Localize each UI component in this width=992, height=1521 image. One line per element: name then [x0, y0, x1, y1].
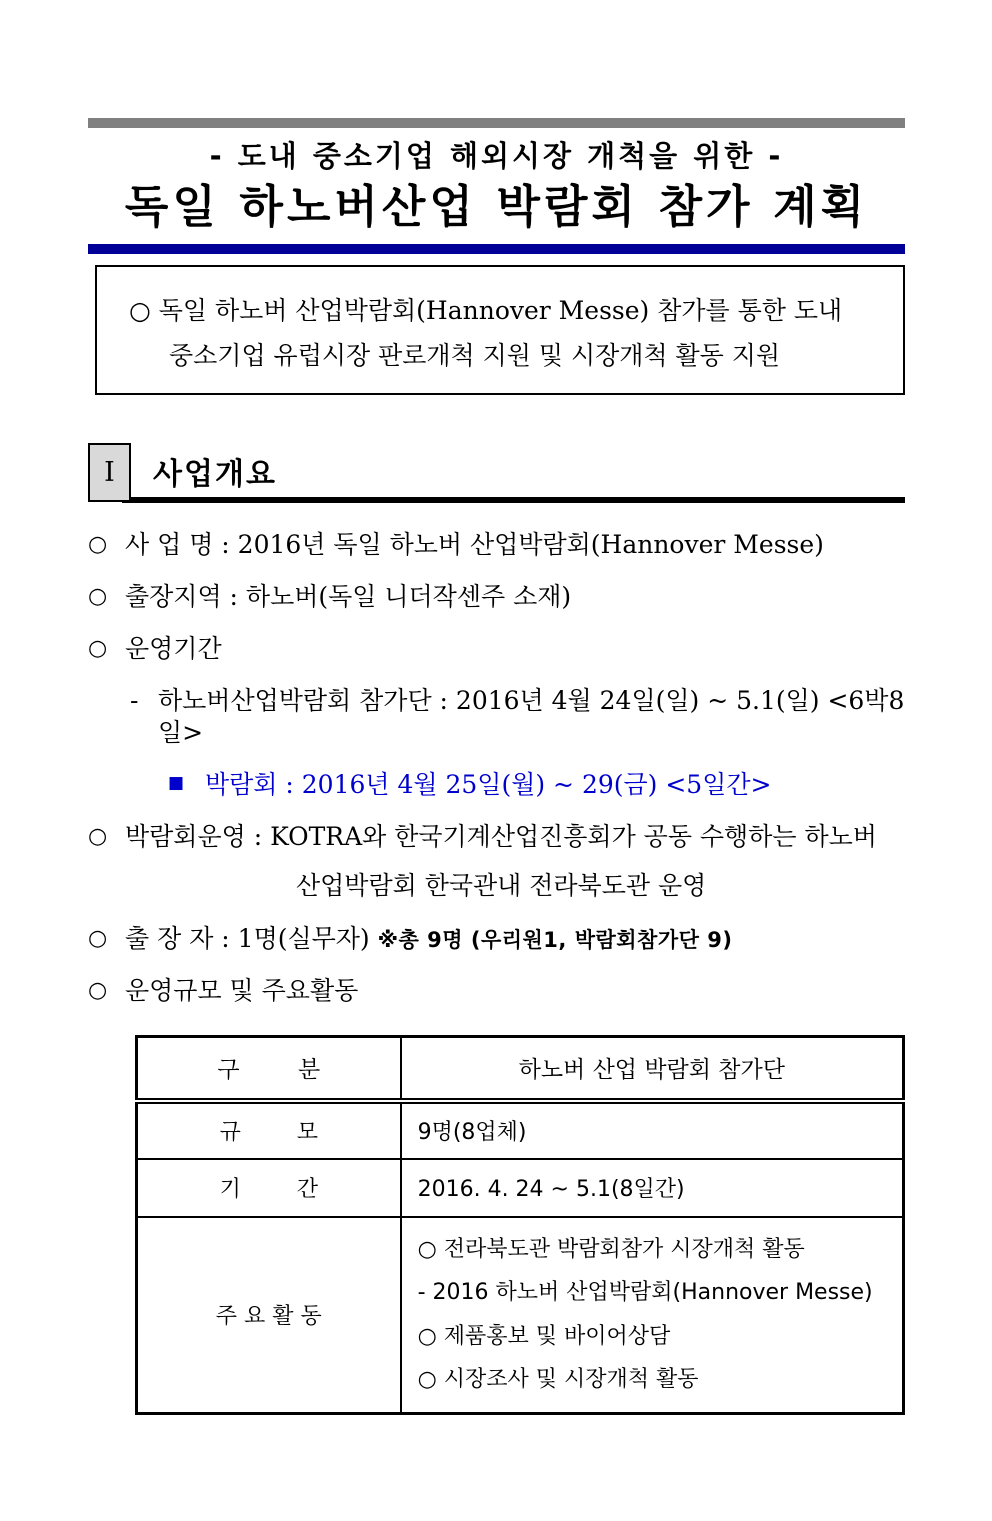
circle-marker-icon: ○ [88, 925, 108, 951]
table-row-period [137, 1159, 904, 1217]
title-underline-bar [88, 244, 905, 254]
bullet-operation-period [88, 633, 905, 664]
summary-line-1: ○ 독일 하노버 산업박람회(Hannover Messe) 참가를 통한 도내 [129, 295, 843, 325]
section-rule [122, 497, 905, 503]
bullet-text: 박람회 : 2016년 4월 25일(월) ~ 29(금) <5일간> [205, 769, 772, 799]
sub-bullet-expo-period [168, 769, 905, 800]
document-title: 독일 하노버산업 박람회 참가 계획 [124, 180, 869, 234]
table-header-delegation: 하노버 산업 박람회 참가단 [401, 1037, 904, 1101]
traveler-text: 출 장 자 : 1명(실무자) [125, 923, 378, 953]
table-row-scale [137, 1101, 904, 1159]
table-row-activities [137, 1217, 904, 1414]
bullet-expo-operation-continuation: 산업박람회 한국관내 전라북도관 운영 [296, 871, 707, 901]
circle-marker-icon: ○ [88, 977, 108, 1003]
bullet-scale-activities [88, 975, 905, 1006]
bullet-text: 운영규모 및 주요활동 [125, 975, 359, 1005]
row-value [401, 1217, 904, 1414]
circle-marker-icon: ○ [88, 583, 108, 609]
bullet-list [88, 529, 905, 1007]
bullet-destination [88, 581, 905, 612]
document-page [0, 118, 992, 1415]
row-label: 주 요 활 동 [137, 1217, 401, 1414]
summary-box [95, 265, 905, 395]
sub-bullet-delegation-period [130, 685, 905, 748]
circle-marker-icon: ○ [88, 824, 108, 850]
summary-line-2: 중소기업 유럽시장 판로개척 지원 및 시장개척 활동 지원 [169, 341, 781, 371]
bullet-expo-operation [88, 821, 905, 852]
bullet-text: 출장지역 : 하노버(독일 니더작센주 소재) [125, 581, 572, 611]
activity-line: ○ 시장조사 및 시장개척 활동 [417, 1367, 699, 1393]
dash-marker-icon: - [130, 686, 139, 716]
row-label: 기 간 [137, 1159, 401, 1217]
bullet-text [125, 923, 732, 954]
activity-line: ○ 전라북도관 박람회참가 시장개척 활동 [417, 1236, 805, 1262]
row-value: 9명(8업체) [401, 1101, 904, 1159]
document-subtitle: - 도내 중소기업 해외시장 개척을 위한 - [209, 139, 784, 173]
section-title: 사업개요 [153, 456, 277, 492]
bullet-text: 박람회운영 : KOTRA와 한국기계산업진흥회가 공동 수행하는 하노버 [125, 822, 877, 852]
section-number-box: Ⅰ [88, 443, 131, 502]
activity-line: ○ 제품홍보 및 바이어상담 [417, 1323, 671, 1349]
table-header-row [137, 1037, 904, 1101]
bullet-project-name [88, 529, 905, 560]
traveler-note: ※총 9명 (우리원1, 박람회참가단 9) [377, 927, 733, 952]
overview-table [135, 1035, 905, 1415]
circle-marker-icon: ○ [88, 636, 108, 662]
row-value: 2016. 4. 24 ~ 5.1(8일간) [401, 1159, 904, 1217]
top-rule-bar [88, 118, 905, 128]
table-header-category: 구 분 [137, 1037, 401, 1101]
section-header [88, 443, 905, 509]
circle-marker-icon: ○ [88, 531, 108, 557]
bullet-text: 운영기간 [125, 634, 222, 664]
activity-line: - 2016 하노버 산업박람회(Hannover Messe) [417, 1280, 873, 1306]
bullet-text: 사 업 명 : 2016년 독일 하노버 산업박람회(Hannover Messe) [125, 529, 824, 559]
square-marker-icon: ■ [168, 772, 185, 793]
bullet-text: 하노버산업박람회 참가단 : 2016년 4월 24일(일) ~ 5.1(일) <6박8일> [158, 686, 905, 747]
bullet-traveler [88, 923, 905, 954]
row-label: 규 모 [137, 1101, 401, 1159]
